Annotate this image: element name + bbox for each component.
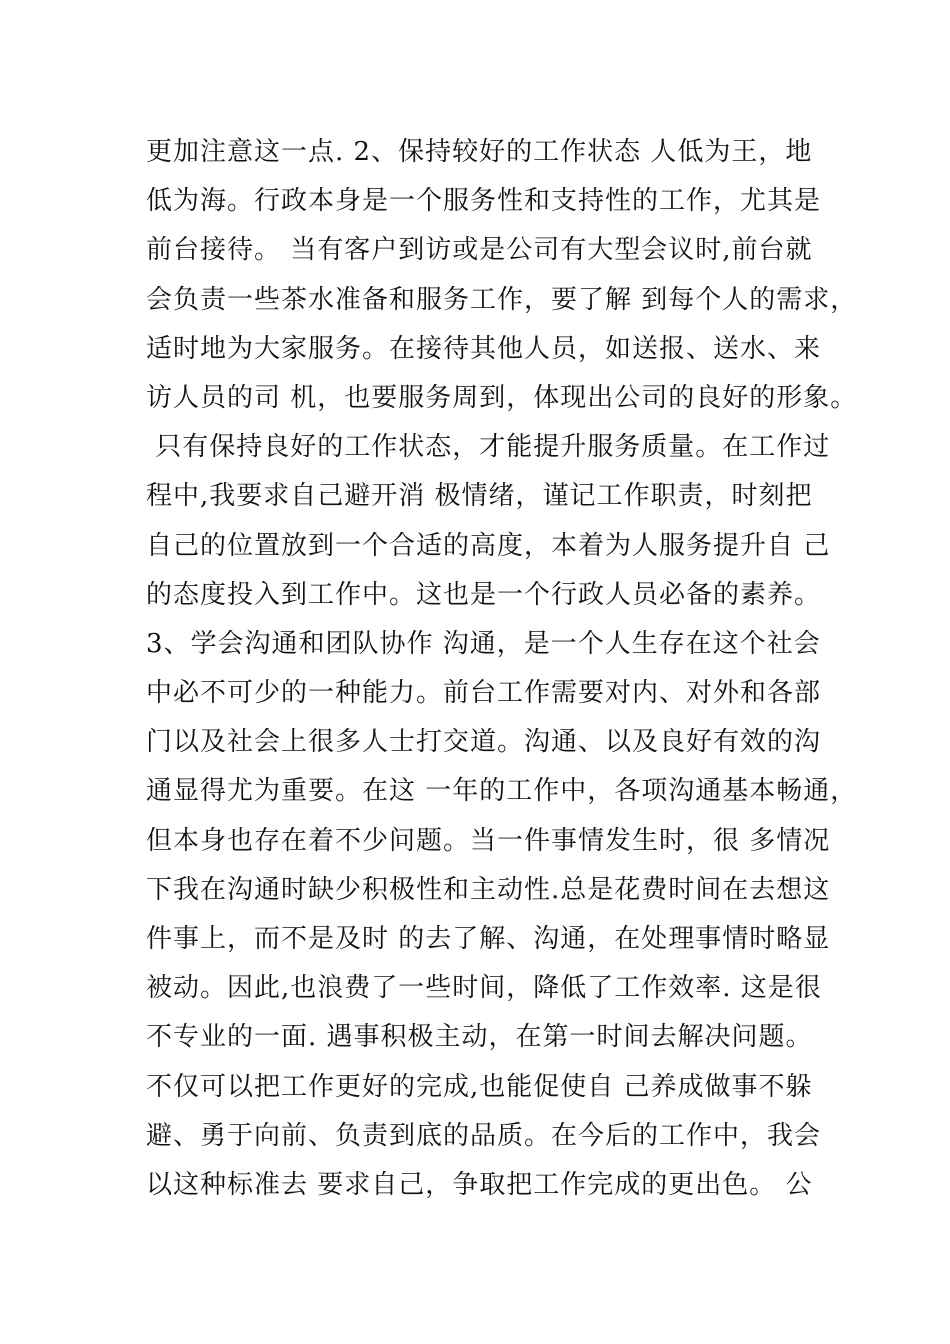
text-line: 被动。因此,也浪费了一些时间，降低了工作效率. 这是很 [146, 973, 822, 1004]
text-line: 以这种标准去 要求自己，争取把工作完成的更出色。 公 [146, 1169, 813, 1200]
text-line: 会负责一些茶水准备和服务工作，要了解 到每个人的需求， [146, 284, 858, 315]
text-line: 更加注意这一点. 2、保持较好的工作状态 人低为王，地 [146, 137, 813, 167]
text-line: 不专业的一面. 遇事积极主动，在第一时间去解决问题。 [146, 1022, 813, 1053]
text-line: 自己的位置放到一个合适的高度，本着为人服务提升自 己 [146, 530, 831, 561]
text-line: 不仅可以把工作更好的完成,也能促使自 己养成做事不躲 [146, 1071, 813, 1102]
text-line: 但本身也存在着不少问题。当一件事情发生时，很 多情况 [146, 825, 831, 856]
text-line: 件事上，而不是及时 的去了解、沟通，在处理事情时略显 [146, 924, 831, 954]
text-line: 程中,我要求自己避开消 极情绪，谨记工作职责，时刻把 [146, 481, 813, 512]
text-line: 通显得尤为重要。在这 一年的工作中，各项沟通基本畅通， [146, 776, 858, 807]
text-line: 前台接待。 当有客户到访或是公司有大型会议时,前台就 [146, 235, 813, 266]
text-line: 适时地为大家服务。在接待其他人员，如送报、送水、来 [146, 333, 822, 364]
text-line: 门以及社会上很多人士打交道。沟通、以及良好有效的沟 [146, 727, 822, 758]
text-line: 3、学会沟通和团队协作 沟通，是一个人生存在这个社会 [146, 628, 821, 659]
text-line: 只有保持良好的工作状态，才能提升服务质量。在工作过 [146, 432, 831, 463]
body-text [146, 128, 858, 1210]
text-line: 中必不可少的一种能力。前台工作需要对内、对外和各部 [146, 678, 822, 709]
text-line: 下我在沟通时缺少积极性和主动性.总是花费时间在去想这 [146, 874, 831, 905]
text-line: 避、勇于向前、负责到底的品质。在今后的工作中，我会 [146, 1120, 822, 1151]
text-line: 低为海。行政本身是一个服务性和支持性的工作，尤其是 [146, 186, 822, 217]
text-line: 的态度投入到工作中。这也是一个行政人员必备的素养。 [146, 579, 822, 610]
text-line: 访人员的司 机，也要服务周到，体现出公司的良好的形象。 [146, 382, 858, 413]
